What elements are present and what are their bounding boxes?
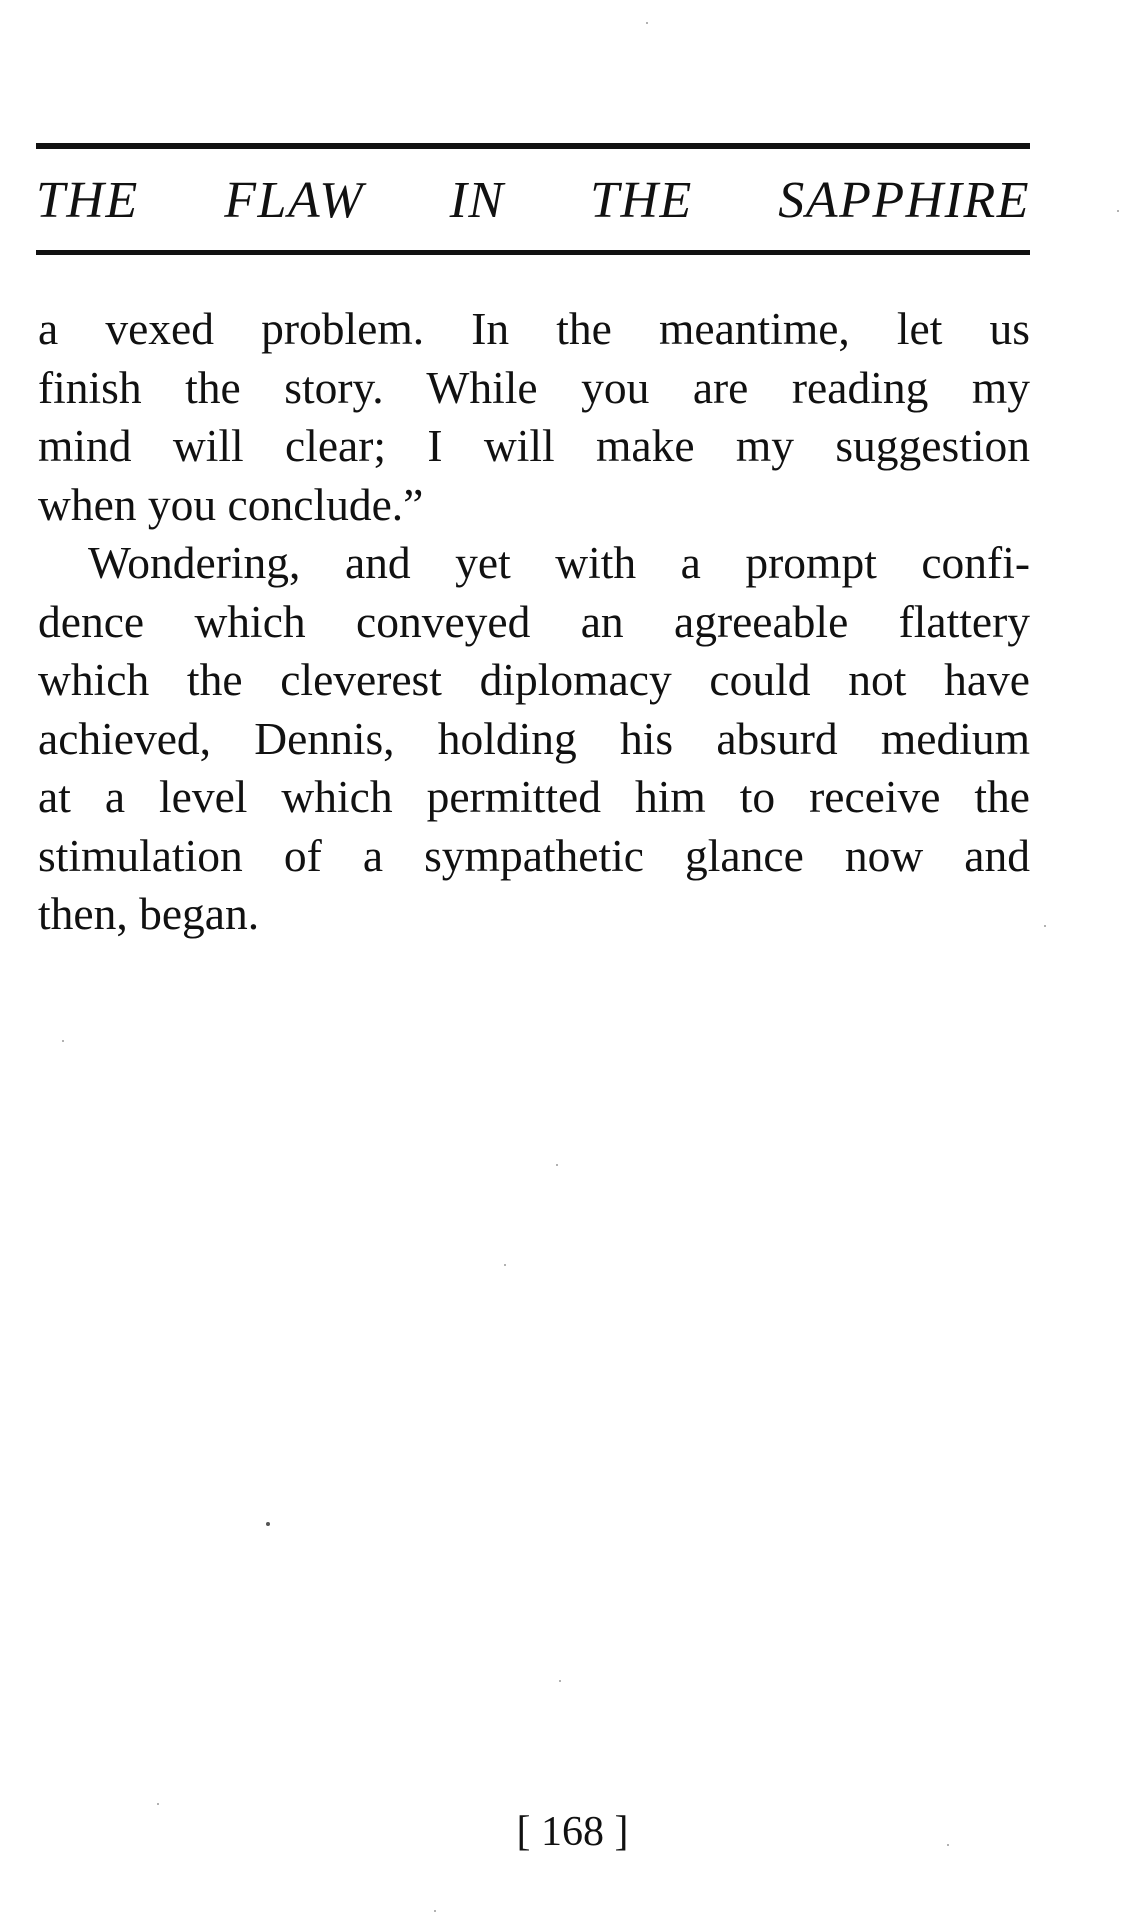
scan-speck xyxy=(947,1844,949,1846)
running-head: THE FLAW IN THE SAPPHIRE xyxy=(36,172,1030,229)
text-line: then, began. xyxy=(38,888,260,939)
body-text xyxy=(38,300,1030,944)
text-line: finish the story. While you are reading my xyxy=(38,361,1030,413)
scan-speck xyxy=(266,1522,270,1526)
scan-speck xyxy=(1044,925,1046,927)
paragraph-1 xyxy=(38,300,1030,534)
text-line: Wondering, and yet with a prompt confi- xyxy=(88,537,1030,588)
text-line: achieved, Dennis, holding his absurd medium xyxy=(38,712,1030,764)
text-line: which the cleverest diplomacy could not have xyxy=(38,654,1030,705)
text-line: at a level which permitted him to receive the xyxy=(38,771,1030,822)
scan-speck xyxy=(62,1040,64,1042)
scan-speck xyxy=(157,1803,159,1805)
text-line: when you conclude.” xyxy=(38,478,424,530)
page-number: [ 168 ] xyxy=(516,1809,629,1855)
scan-speck xyxy=(646,22,648,24)
paragraph-2 xyxy=(38,534,1030,944)
header-rule-top xyxy=(36,143,1030,149)
header-rule-bottom xyxy=(36,250,1030,255)
scan-speck xyxy=(559,1680,561,1682)
scan-speck xyxy=(504,1264,506,1266)
scan-speck xyxy=(1117,210,1119,212)
scan-speck xyxy=(556,1164,558,1166)
text-line: mind will clear; I will make my suggestion xyxy=(38,420,1030,471)
scan-speck xyxy=(434,1910,436,1912)
text-line: stimulation of a sympathetic glance now and xyxy=(38,829,1030,881)
text-line: a vexed problem. In the meantime, let us xyxy=(38,303,1030,354)
text-line: dence which conveyed an agreeable flattery xyxy=(38,595,1030,647)
